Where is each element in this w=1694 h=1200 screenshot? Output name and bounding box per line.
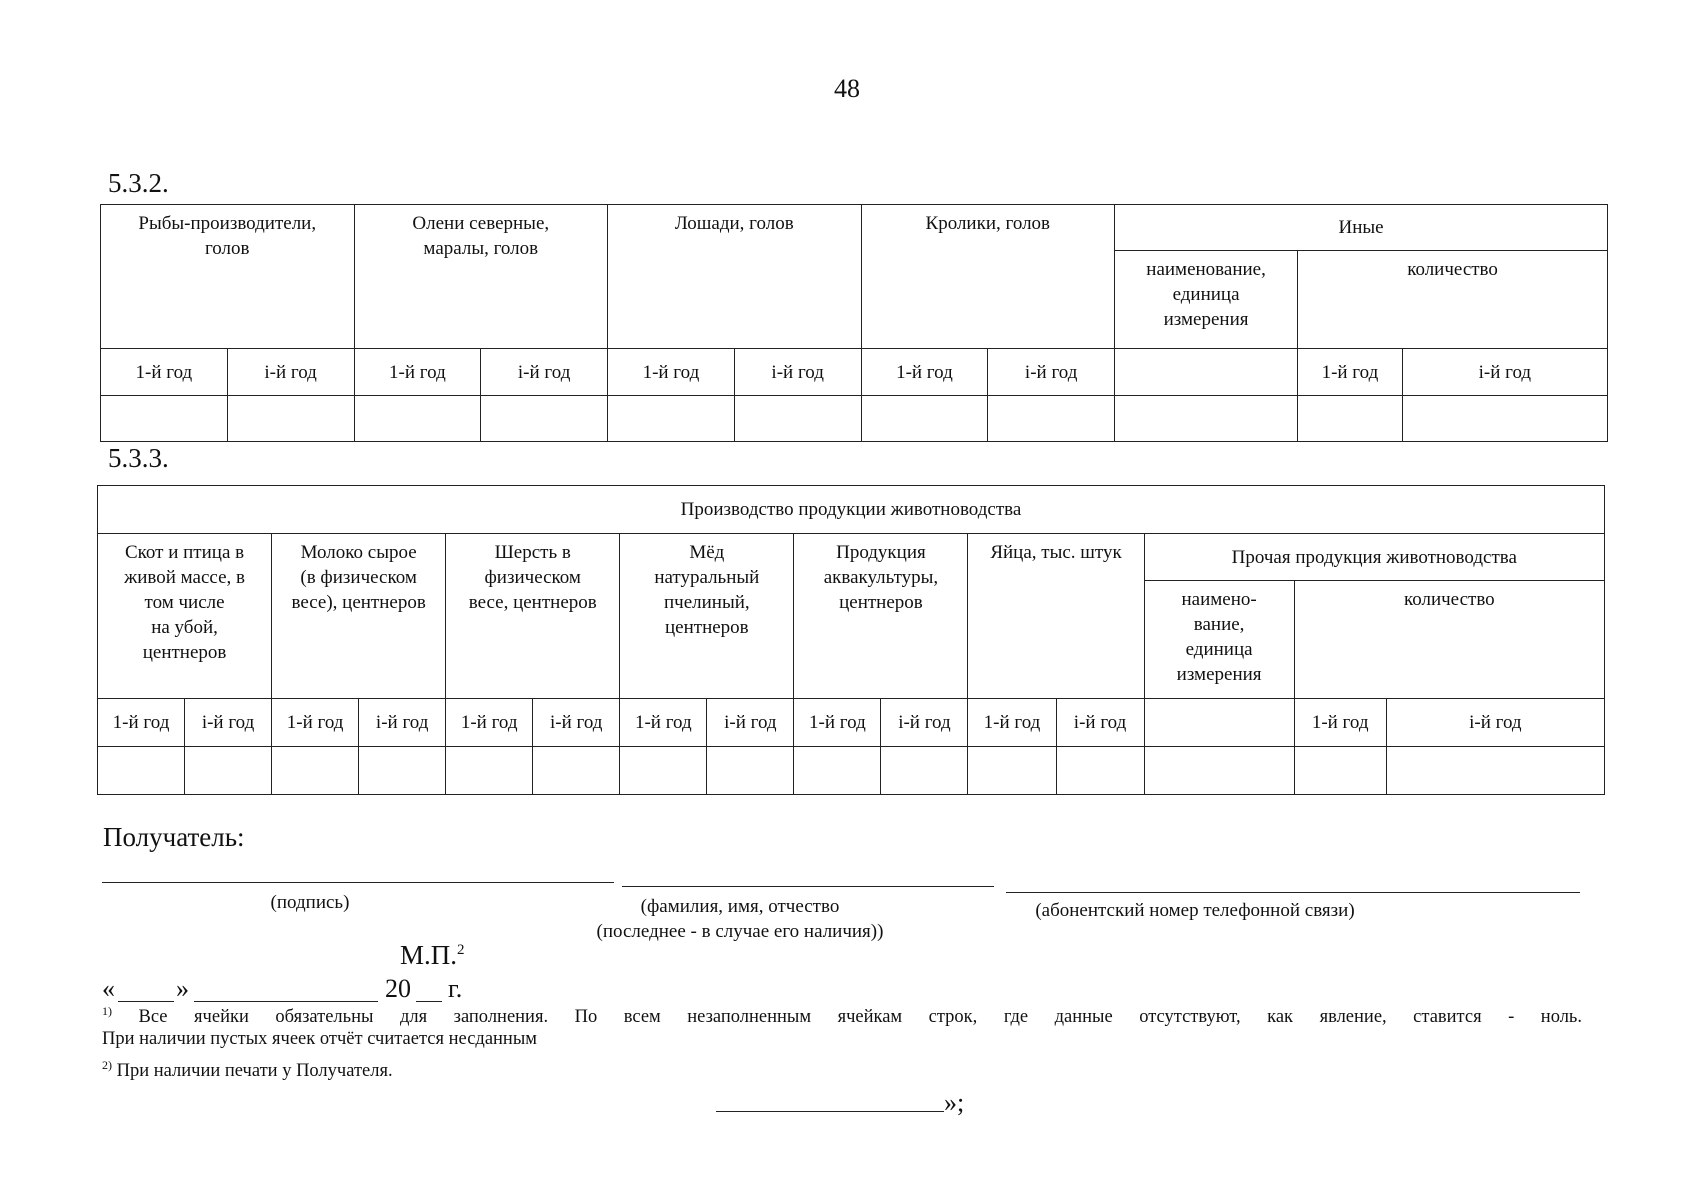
input-cell[interactable] — [1144, 747, 1294, 795]
year-i-label: i-й год — [988, 349, 1115, 396]
year-i-label: i-й год — [359, 699, 446, 747]
year-first-label: 1-й год — [1298, 349, 1403, 396]
header-other: Иные — [1115, 205, 1608, 251]
input-cell[interactable] — [1115, 396, 1298, 442]
table-title: Производство продукции животноводства — [98, 486, 1605, 534]
header-fish: Рыбы-производители, голов — [101, 205, 355, 349]
year-i-label: i-й год — [881, 699, 968, 747]
header-horses: Лошади, голов — [608, 205, 862, 349]
year-first-label: 1-й год — [861, 349, 988, 396]
header-wool: Шерсть в физическом весе, центнеров — [446, 534, 620, 699]
year-i-label: i-й год — [1402, 349, 1607, 396]
header-deer: Олени северные, маралы, голов — [354, 205, 608, 349]
input-cell[interactable] — [608, 396, 735, 442]
input-cell[interactable] — [481, 396, 608, 442]
empty-cell — [1144, 699, 1294, 747]
section-label-532: 5.3.2. — [108, 168, 169, 198]
year-i-label: i-й год — [707, 699, 794, 747]
year-first-label: 1-й год — [1294, 699, 1386, 747]
footnote-1-line2: При наличии пустых ячеек отчёт считается несданным — [102, 1029, 537, 1050]
header-eggs: Яйца, тыс. штук — [968, 534, 1144, 699]
signature-caption: (подпись) — [270, 892, 350, 913]
input-cell[interactable] — [861, 396, 988, 442]
footnote-1 — [102, 1000, 1582, 1050]
input-cell[interactable] — [227, 396, 354, 442]
input-cell[interactable] — [707, 747, 794, 795]
header-other-name: наимено- вание, единица измерения — [1144, 581, 1294, 699]
table-532 — [100, 204, 1608, 442]
input-cell[interactable] — [359, 747, 446, 795]
recipient-label: Получатель: — [103, 822, 245, 852]
input-cell[interactable] — [185, 747, 272, 795]
footnote-2-mark: 2) — [102, 1058, 112, 1072]
signature-line[interactable] — [102, 882, 614, 883]
input-cell[interactable] — [881, 747, 968, 795]
year-first-label: 1-й год — [620, 699, 707, 747]
year-suffix: г. — [448, 974, 463, 1003]
input-cell[interactable] — [1386, 747, 1604, 795]
closing-mark: »; — [944, 1088, 965, 1117]
year-i-label: i-й год — [1056, 699, 1144, 747]
header-honey: Мёд натуральный пчелиный, центнеров — [620, 534, 794, 699]
input-cell[interactable] — [1402, 396, 1607, 442]
year-first-label: 1-й год — [101, 349, 228, 396]
year-first-label: 1-й год — [272, 699, 359, 747]
footnote-1-line1: Все ячейки обязательны для заполнения. По всем незаполненным ячейкам строк, где данные отсутствуют, как явление, ставится - ноль. — [138, 1007, 1582, 1028]
year-i-label: i-й год — [734, 349, 861, 396]
footnote-mark: 2 — [457, 942, 465, 958]
header-milk: Молоко сырое (в физическом весе), центнеров — [272, 534, 446, 699]
year-first-label: 1-й год — [98, 699, 185, 747]
year-i-label: i-й год — [1386, 699, 1604, 747]
year-first-label: 1-й год — [608, 349, 735, 396]
closing-line — [716, 1111, 944, 1112]
input-cell[interactable] — [101, 396, 228, 442]
input-cell[interactable] — [1294, 747, 1386, 795]
input-cell[interactable] — [1056, 747, 1144, 795]
input-cell[interactable] — [354, 396, 481, 442]
year-first-label: 1-й год — [446, 699, 533, 747]
year-i-label: i-й год — [227, 349, 354, 396]
input-cell[interactable] — [533, 747, 620, 795]
footnote-2-text: При наличии печати у Получателя. — [116, 1061, 393, 1082]
header-aquaculture: Продукция аквакультуры, центнеров — [794, 534, 968, 699]
date-open-quote: « — [102, 974, 115, 1003]
input-cell[interactable] — [98, 747, 185, 795]
section-label-533: 5.3.3. — [108, 443, 169, 473]
header-livestock: Скот и птица в живой массе, в том числе на убой, центнеров — [98, 534, 272, 699]
header-other-name: наименование, единица измерения — [1115, 251, 1298, 349]
input-cell[interactable] — [968, 747, 1056, 795]
header-other-products: Прочая продукция животноводства — [1144, 534, 1604, 581]
table-row — [101, 396, 1608, 442]
footnote-2 — [102, 1054, 1102, 1082]
year-i-label: i-й год — [185, 699, 272, 747]
year-first-label: 1-й год — [354, 349, 481, 396]
year-first-label: 1-й год — [794, 699, 881, 747]
input-cell[interactable] — [734, 396, 861, 442]
input-cell[interactable] — [794, 747, 881, 795]
table-row — [98, 747, 1605, 795]
input-cell[interactable] — [446, 747, 533, 795]
input-cell[interactable] — [620, 747, 707, 795]
input-cell[interactable] — [272, 747, 359, 795]
year-i-label: i-й год — [533, 699, 620, 747]
stamp-text: М.П. — [400, 940, 458, 970]
year-prefix: 20 — [385, 974, 411, 1003]
empty-cell — [1115, 349, 1298, 396]
footnote-1-mark: 1) — [102, 1004, 112, 1018]
table-533 — [97, 485, 1605, 795]
year-i-label: i-й год — [481, 349, 608, 396]
page-number: 48 — [834, 74, 860, 103]
full-name-caption: (фамилия, имя, отчество (последнее - в случае его наличия)) — [596, 896, 884, 942]
phone-caption: (абонентский номер телефонной связи) — [1035, 900, 1355, 921]
year-first-label: 1-й год — [968, 699, 1056, 747]
input-cell[interactable] — [988, 396, 1115, 442]
date-close-quote: » — [176, 974, 189, 1003]
header-other-quantity: количество — [1298, 251, 1608, 349]
full-name-line[interactable] — [622, 886, 994, 887]
phone-line[interactable] — [1006, 892, 1580, 893]
stamp-placeholder — [400, 940, 465, 971]
header-other-quantity: количество — [1294, 581, 1604, 699]
input-cell[interactable] — [1298, 396, 1403, 442]
header-rabbits: Кролики, голов — [861, 205, 1115, 349]
